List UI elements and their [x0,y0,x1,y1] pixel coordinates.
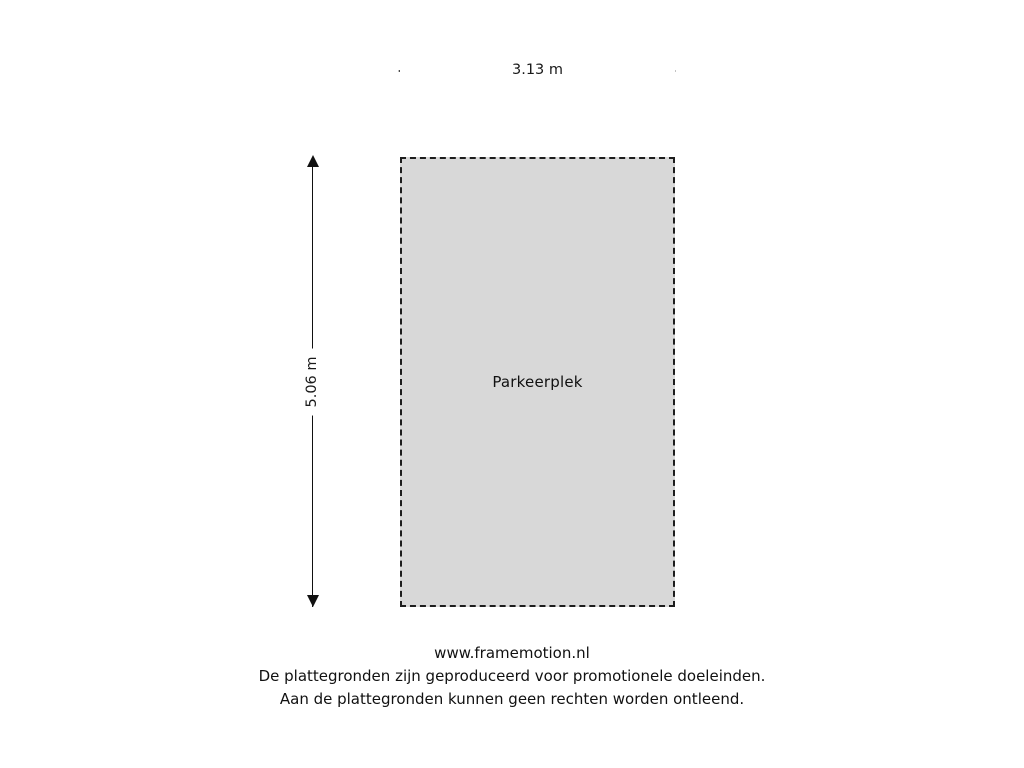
width-dimension-text: 3.13 m [502,60,573,80]
height-dimension-label: 5.06 m [301,348,323,415]
width-dimension-label [400,60,675,80]
footer [0,642,1024,711]
disclaimer-line-2: Aan de plattegronden kunnen geen rechten worden ontleend. [279,690,745,708]
room-label-parkeerplek: Parkeerplek [492,373,583,391]
height-arrow-down-icon [307,595,319,607]
website-url: www.framemotion.nl [434,644,590,662]
disclaimer-line-1: De plattegronden zijn geproduceerd voor promotionele doeleinden. [258,667,766,685]
height-arrow-up-icon [307,155,319,167]
